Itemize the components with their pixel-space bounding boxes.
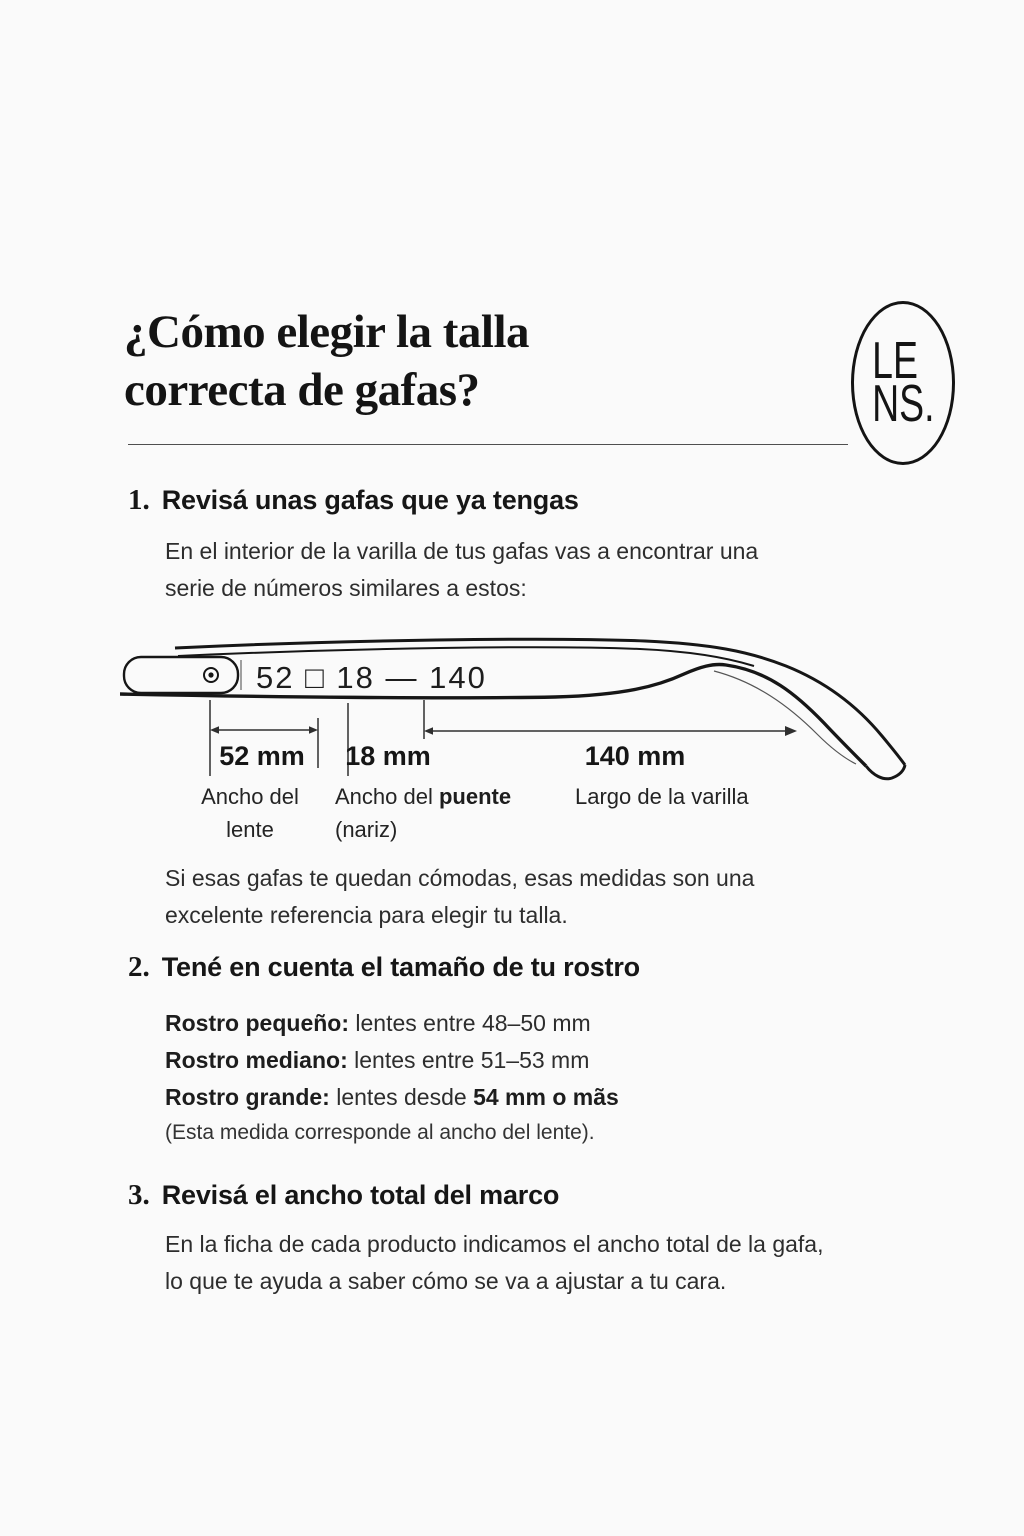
section-3-heading (128, 1179, 559, 1212)
bridge-width-label-line-2: (nariz) (335, 817, 398, 842)
face-size-medium-label: Rostro mediano: (165, 1047, 348, 1073)
section-1-intro-line-1: En el interior de la varilla de tus gafas vas a encontrar una (165, 538, 759, 564)
section-2-title: Tené en cuenta el tamaño de tu rostro (161, 952, 640, 982)
face-size-small-text: lentes entre 48–50 mm (349, 1010, 591, 1036)
face-size-small-label: Rostro pequeño: (165, 1010, 349, 1036)
face-size-item-small (165, 1005, 619, 1042)
section-1-title: Revisá unas gafas que ya tengas (161, 485, 579, 515)
section-2-heading (128, 951, 640, 984)
lens-width-label-line-2: lente (226, 817, 274, 842)
section-1-intro-line-2: serie de números similares a estos: (165, 575, 527, 601)
section-1-intro (165, 533, 758, 607)
brand-logo-text: LE NS. (871, 332, 935, 433)
page-title-line-1: ¿Cómo elegir la talla (124, 306, 530, 358)
bridge-width-label-line-1 (335, 780, 511, 813)
title-divider (128, 444, 848, 445)
hinge-cap (124, 657, 238, 693)
section-3-number: 3. (128, 1179, 150, 1211)
lens-width-label-line-1: Ancho del (201, 784, 299, 809)
section-1-heading (128, 484, 579, 517)
section-3-body (165, 1226, 824, 1300)
bridge-width-label-bold: puente (438, 784, 512, 809)
measurement-52mm-label (195, 780, 305, 846)
face-size-medium-text: lentes entre 51–53 mm (347, 1047, 590, 1073)
face-size-large-bold-suffix: 54 mm o mãs (473, 1084, 619, 1110)
lens-width-note: (Esta medida corresponde al ancho del lente). (165, 1121, 595, 1144)
brand-logo (851, 301, 955, 465)
section-1-outro-line-1: Si esas gafas te quedan cómodas, esas medidas son una (165, 865, 755, 891)
face-size-large-text: lentes desde (329, 1084, 474, 1110)
measurement-18mm-value: 18 mm (345, 741, 431, 771)
measurement-18mm-label (335, 780, 511, 846)
measurement-52mm-value: 52 mm (219, 741, 305, 771)
bridge-width-label-prefix: Ancho del (335, 784, 439, 809)
glasses-temple-diagram (120, 608, 1010, 858)
section-2-number: 2. (128, 951, 150, 983)
face-size-list (165, 1005, 619, 1116)
face-size-item-medium (165, 1042, 619, 1079)
section-3-title: Revisá el ancho total del marco (161, 1180, 560, 1210)
page-title (124, 303, 529, 419)
measurement-140mm-label: Largo de la varilla (575, 784, 749, 809)
section-1-number: 1. (128, 484, 150, 516)
section-1-outro (165, 860, 754, 934)
measurement-140mm-value: 140 mm (584, 741, 686, 771)
temple-size-marking: 52 □ 18 — 140 (256, 660, 487, 695)
page-title-line-2: correcta de gafas? (124, 364, 480, 416)
face-size-large-label: Rostro grande: (165, 1084, 330, 1110)
section-1-outro-line-2: excelente referencia para elegir tu talla. (165, 902, 568, 928)
hinge-screw-center (208, 672, 213, 677)
section-3-body-line-1: En la ficha de cada producto indicamos el ancho total de la gafa, (165, 1231, 824, 1257)
section-3-body-line-2: lo que te ayuda a saber cómo se va a ajustar a tu cara. (165, 1268, 727, 1294)
face-size-item-large (165, 1079, 619, 1116)
